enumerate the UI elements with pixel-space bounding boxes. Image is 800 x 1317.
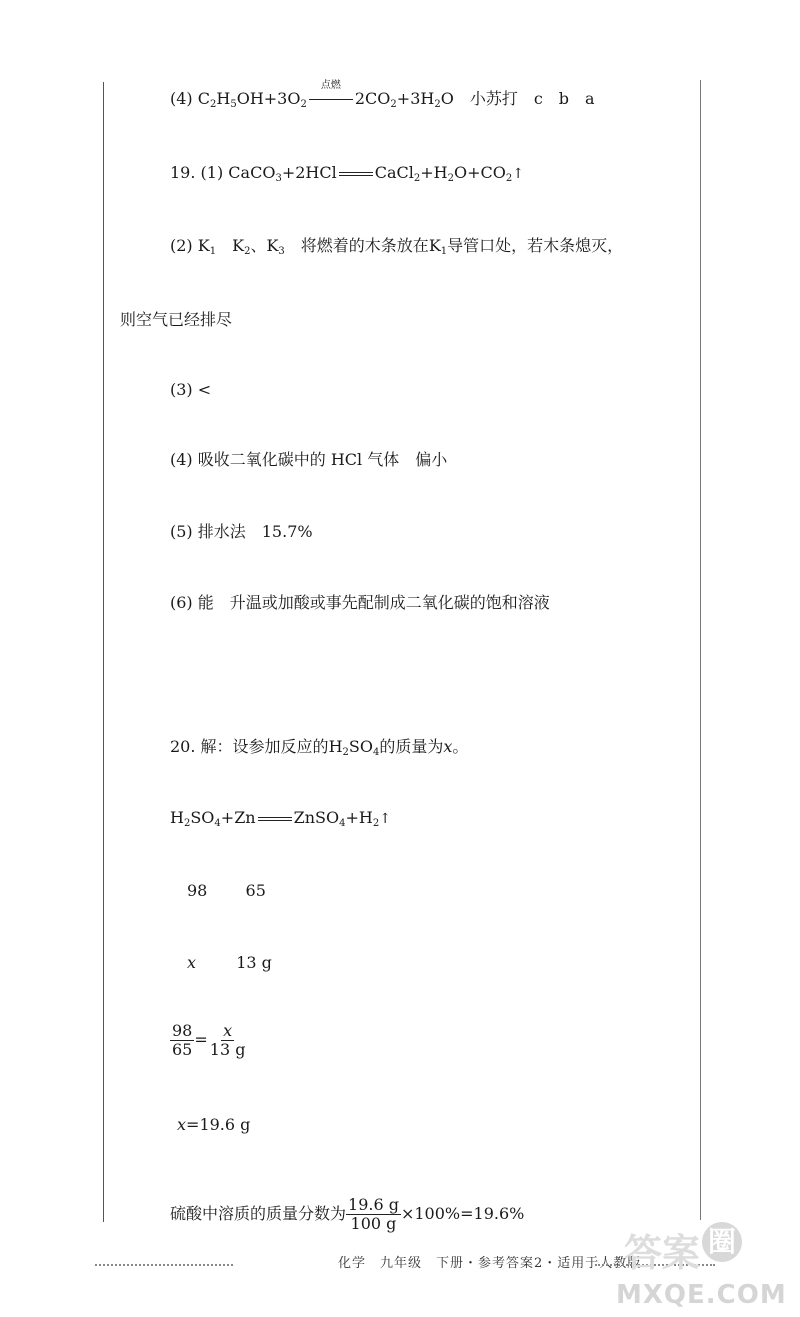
- proportion-left-fraction: [170, 1022, 194, 1059]
- q20-mass-line: [187, 953, 272, 973]
- q19-part2-text: 将燃着的木条放在: [300, 236, 429, 255]
- q19-part1-line: 19. (1) CaCO$_3$+2HCl $CaCl_2+H_2O+CO_2↑$: [170, 163, 524, 184]
- q20-result-line: [177, 1115, 250, 1135]
- unknown-mass: x: [187, 953, 197, 972]
- q20-equation-line: $H_2SO_4+Zn$ $ZnSO_4+H_2↑$: [170, 808, 391, 829]
- right-margin-rule: [700, 80, 701, 1220]
- product-co2: 2CO: [354, 89, 391, 108]
- part-label: (2): [170, 236, 193, 255]
- left-margin-rule: [103, 82, 104, 1222]
- result-value: =19.6 g: [186, 1115, 251, 1134]
- q19-part2-continuation: 则空气已经排尽: [120, 310, 233, 329]
- watermark-url: MXQE.COM: [616, 1280, 787, 1310]
- fraction-denominator: 13 g: [209, 1040, 246, 1059]
- fraction-numerator: 19.6 g: [348, 1195, 399, 1214]
- final-label: 硫酸中溶质的质量分数为: [170, 1204, 347, 1223]
- watermark-top-text: 答案: [624, 1231, 701, 1275]
- watermark-circle-icon: 圈: [702, 1222, 742, 1262]
- q20-intro-end: 的质量为: [379, 737, 444, 756]
- part-label: (4): [170, 89, 193, 108]
- condition-label: 点燃: [320, 80, 341, 91]
- q19-part4-line: (4) 吸收二氧化碳中的 HCl 气体 偏小: [170, 450, 448, 469]
- part-label: (1): [200, 163, 224, 182]
- final-fraction: [346, 1196, 401, 1233]
- variable-x: x: [177, 1115, 187, 1134]
- variable-x: x: [443, 737, 453, 756]
- q20-final-line: [170, 1196, 524, 1233]
- gas-arrow-icon: ↑: [379, 811, 391, 827]
- fraction-denominator: 65: [172, 1040, 193, 1059]
- q18-part4-answers: 小苏打 c b a: [469, 89, 595, 108]
- q20-molar-mass-line: [187, 881, 266, 901]
- final-percent: ×100%=19.6%: [400, 1204, 525, 1223]
- q19-part3-line: (3) <: [170, 380, 212, 399]
- molar-mass-h2so4: 98: [187, 881, 208, 900]
- fraction-numerator: x: [223, 1021, 233, 1040]
- fraction-numerator: 98: [172, 1021, 193, 1040]
- q18-part4-line: (4) $C_2H_5OH+3O_2$ 点燃 $2CO_2+3H_2O$ 小苏打 c b a: [170, 89, 595, 115]
- watermark-logo: [624, 1222, 742, 1277]
- molar-mass-zn: 65: [245, 881, 266, 900]
- q19-part2-line: (2) $K_1$ $K_2$、$K_3$ 将燃着的木条放在$K_1$导管口处，若木条熄灭，: [170, 236, 624, 257]
- fraction-denominator: 100 g: [350, 1214, 397, 1233]
- zinc-mass: 13 g: [236, 953, 272, 972]
- question-number: 20.: [170, 737, 196, 756]
- footer-text: 化学 九年级 下册・参考答案2・适用于人教版: [338, 1256, 642, 1271]
- q19-part6-line: (6) 能 升温或加酸或事先配制成二氧化碳的饱和溶液: [170, 593, 550, 612]
- proportion-right-fraction: [208, 1022, 248, 1059]
- gas-arrow-icon: ↑: [512, 166, 524, 182]
- watermark: [616, 1222, 786, 1312]
- q19-part5-line: (5) 排水法 15.7%: [170, 522, 313, 541]
- q20-proportion-line: $\frac{98}{65}$ = $\frac{x}{13 g}$: [172, 1021, 246, 1059]
- reaction-condition: [309, 80, 353, 109]
- footer-dots-left: [95, 1264, 233, 1266]
- question-number: 19.: [170, 163, 196, 182]
- q19-part2-text-end: 导管口处，若木条熄灭，: [447, 236, 624, 255]
- q20-intro-line: 20. 解：设参加反应的$H_2SO_4$的质量为x。: [170, 737, 469, 758]
- q20-intro-text: 解：设参加反应的: [200, 737, 329, 756]
